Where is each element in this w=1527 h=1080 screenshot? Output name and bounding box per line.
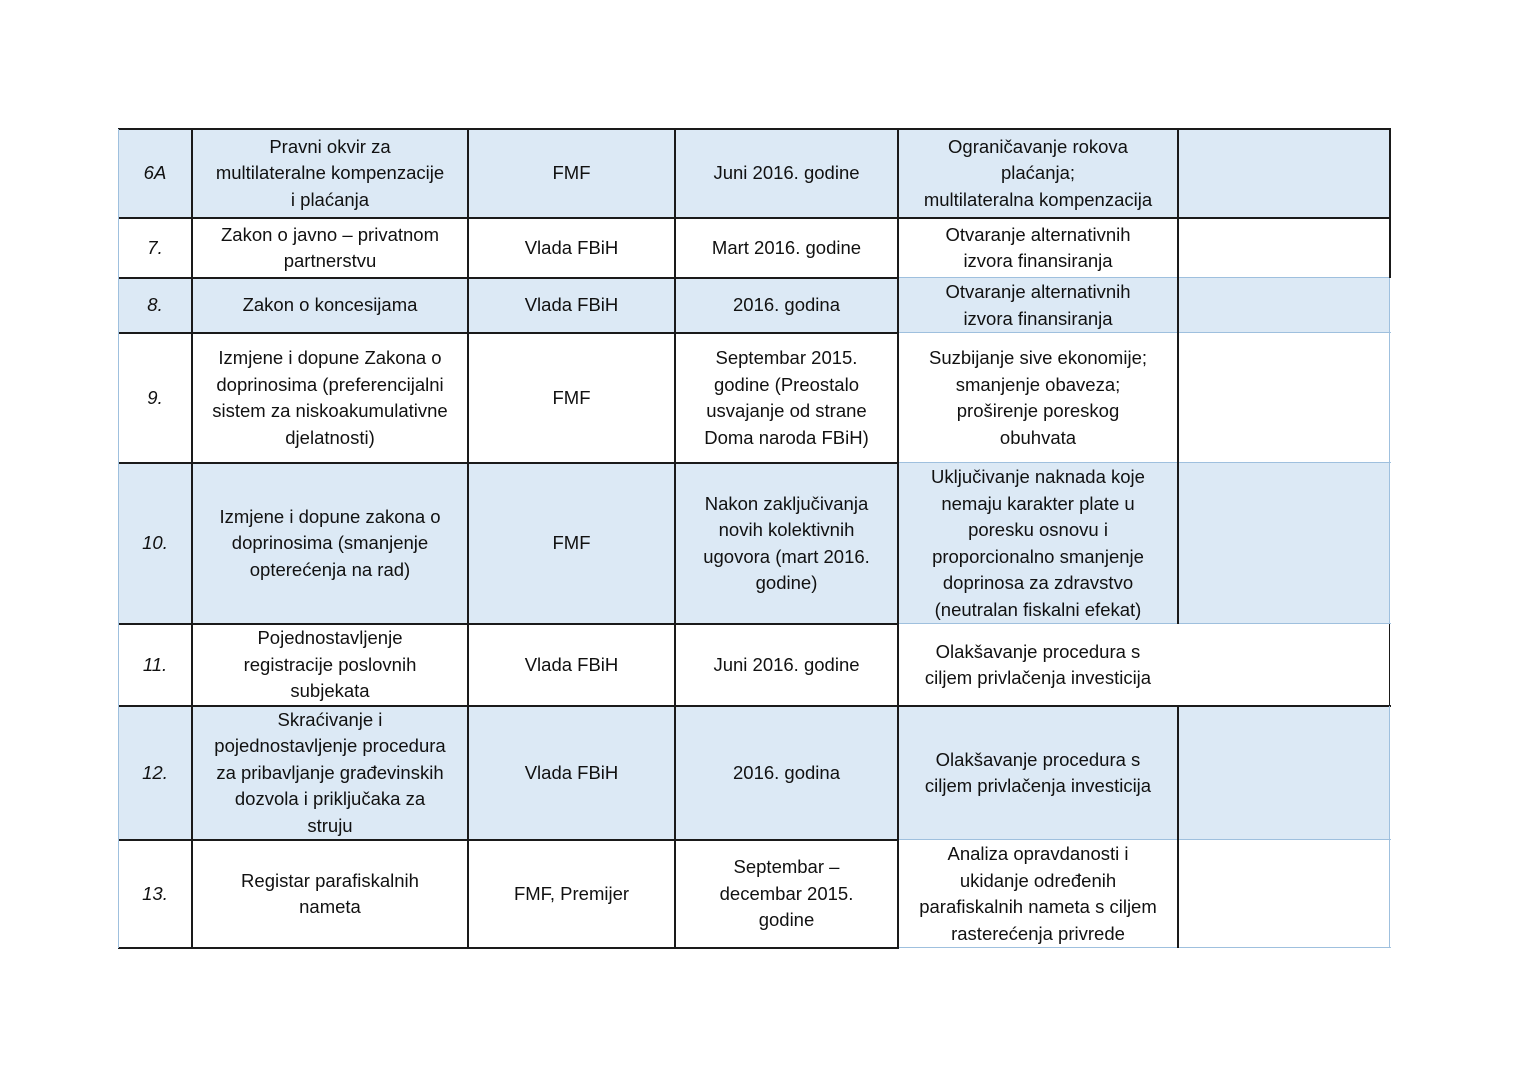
cell-measure (192, 129, 468, 218)
cell-responsible (468, 333, 675, 463)
cell-responsible (468, 278, 675, 333)
grid-line (898, 462, 1391, 463)
cell-note (1178, 624, 1390, 706)
cell-effect (898, 333, 1178, 463)
cell-line: Skraćivanje i (277, 708, 383, 730)
cell-line: multilateralne kompenzacije (215, 162, 445, 184)
cell-line: struju (307, 814, 353, 836)
cell-text: FMF (552, 532, 591, 554)
cell-line: doprinosima (smanjenje (231, 532, 429, 554)
grid-line (898, 623, 1391, 624)
cell-line: ciljem privlačenja investicija (924, 667, 1152, 688)
cell-note (1178, 278, 1390, 333)
cell-deadline (675, 463, 898, 624)
grid-line (898, 217, 1391, 219)
cell-line: Izmjene i dopune Zakona o (218, 347, 442, 368)
cell-line: doprinosima (preferencijalni (216, 373, 444, 395)
cell-line: smanjenje obaveza; (955, 373, 1121, 395)
grid-line (118, 839, 899, 841)
cell-line: Analiza opravdanosti i (947, 843, 1129, 864)
cell-deadline (675, 278, 898, 333)
grid-line (191, 129, 193, 949)
cell-line: za pribavljanje građevinskih (216, 761, 444, 783)
cell-measure (192, 333, 468, 463)
cell-line: proširenje poreskog (956, 400, 1120, 421)
grid-line (118, 217, 899, 219)
cell-measure (192, 706, 468, 840)
grid-line (1389, 624, 1390, 706)
cell-note (1178, 463, 1390, 624)
grid-line (898, 947, 1391, 948)
cell-line: poresku osnovu i (968, 519, 1108, 540)
cell-effect (898, 840, 1178, 948)
cell-text: FMF (552, 162, 591, 184)
cell-line: ugovora (mart 2016. (703, 545, 870, 567)
cell-effect (898, 463, 1178, 624)
cell-line: (neutralan fiskalni efekat) (934, 598, 1142, 620)
cell-text: 11. (142, 653, 168, 675)
cell-line: ukidanje određenih (959, 869, 1117, 891)
cell-line: 2016. godina (733, 761, 840, 783)
grid-line (118, 332, 899, 334)
grid-line (898, 277, 1391, 278)
grid-line (1389, 278, 1390, 948)
cell-effect (898, 218, 1178, 278)
cell-number (118, 278, 192, 333)
cell-line: multilateralna kompenzacija (923, 188, 1153, 210)
cell-line: godine) (755, 572, 818, 593)
grid-line (118, 623, 899, 625)
cell-number (118, 333, 192, 463)
cell-line: dozvola i priključaka za (234, 788, 426, 810)
cell-text: FMF, Premijer (513, 882, 630, 904)
cell-line: djelatnosti) (285, 426, 375, 448)
cell-measure (192, 278, 468, 333)
cell-line: Otvaranje alternativnih (945, 281, 1131, 302)
grid-line (118, 129, 119, 948)
grid-line (897, 129, 899, 949)
cell-text: FMF (552, 386, 591, 408)
cell-deadline (675, 706, 898, 840)
cell-line: subjekata (290, 680, 370, 702)
cell-measure (192, 463, 468, 624)
cell-text: 12. (142, 761, 168, 783)
cell-deadline (675, 333, 898, 463)
grid-line (674, 129, 676, 949)
grid-line (1389, 129, 1391, 278)
grid-line (898, 128, 1391, 130)
cell-line: decembar 2015. (719, 882, 854, 904)
grid-line (1177, 706, 1179, 948)
grid-line (467, 129, 469, 949)
cell-text: Vlada FBiH (524, 761, 619, 783)
cell-responsible (468, 463, 675, 624)
grid-line (898, 839, 1391, 840)
cell-line: usvajanje od strane (706, 400, 867, 421)
cell-line: Septembar – (733, 856, 840, 878)
cell-line: sistem za niskoakumulativne (212, 400, 448, 421)
cell-deadline (675, 129, 898, 218)
grid-line (118, 705, 899, 707)
cell-deadline (675, 218, 898, 278)
cell-effect (898, 624, 1178, 706)
cell-responsible (468, 706, 675, 840)
cell-line: rasterećenja privrede (951, 922, 1125, 944)
cell-responsible (468, 840, 675, 948)
cell-text: 6A (143, 162, 167, 184)
cell-note (1178, 218, 1390, 278)
cell-line: Suzbijanje sive ekonomije; (928, 347, 1147, 368)
cell-number (118, 463, 192, 624)
cell-line: parafiskalnih nameta s ciljem (919, 896, 1157, 917)
cell-text: Vlada FBiH (524, 294, 619, 316)
cell-line: Zakon o koncesijama (242, 294, 418, 316)
cell-text: 8. (147, 294, 163, 316)
cell-line: i plaćanja (290, 188, 370, 210)
grid-line (898, 705, 1391, 707)
cell-text: 9. (147, 386, 163, 408)
cell-line: registracije poslovnih (243, 653, 417, 675)
cell-line: Nakon zaključivanja (704, 492, 869, 514)
grid-line (118, 128, 899, 130)
cell-line: godine (758, 909, 815, 931)
cell-line: Septembar 2015. (715, 347, 858, 368)
grid-line (118, 947, 899, 949)
cell-line: Pojednostavljenje (257, 627, 403, 649)
cell-number (118, 624, 192, 706)
cell-deadline (675, 624, 898, 706)
cell-line: Juni 2016. godine (713, 653, 860, 675)
grid-line (118, 462, 899, 464)
cell-line: nemaju karakter plate u (941, 492, 1135, 514)
cell-line: izvora finansiranja (963, 250, 1113, 271)
cell-number (118, 840, 192, 948)
cell-line: partnerstvu (283, 250, 377, 271)
cell-measure (192, 624, 468, 706)
cell-measure (192, 218, 468, 278)
cell-line: novih kolektivnih (718, 519, 855, 540)
cell-number (118, 706, 192, 840)
cell-responsible (468, 624, 675, 706)
grid-line (1177, 129, 1179, 624)
cell-text: 13. (142, 882, 168, 904)
cell-text: 7. (147, 236, 163, 258)
cell-line: ciljem privlačenja investicija (924, 775, 1152, 796)
cell-deadline (675, 840, 898, 948)
cell-line: Registar parafiskalnih (241, 869, 419, 891)
cell-number (118, 218, 192, 278)
cell-measure (192, 840, 468, 948)
cell-line: Mart 2016. godine (711, 236, 862, 258)
cell-line: Ograničavanje rokova (948, 135, 1128, 157)
cell-text: 10. (142, 532, 168, 554)
cell-line: opterećenja na rad) (249, 558, 411, 580)
cell-line: obuhvata (999, 426, 1077, 448)
cell-number (118, 129, 192, 218)
cell-note (1178, 129, 1390, 218)
cell-effect (898, 706, 1178, 840)
cell-note (1178, 333, 1390, 463)
cell-effect (898, 278, 1178, 333)
cell-line: Zakon o javno – privatnom (220, 223, 439, 245)
cell-line: Izmjene i dopune zakona o (219, 505, 441, 527)
cell-line: proporcionalno smanjenje (932, 545, 1144, 567)
cell-line: Juni 2016. godine (713, 162, 860, 184)
cell-line: Otvaranje alternativnih (945, 223, 1131, 245)
cell-line: Pravni okvir za (269, 135, 391, 157)
grid-line (898, 332, 1391, 333)
cell-effect (898, 129, 1178, 218)
cell-responsible (468, 218, 675, 278)
cell-text: Vlada FBiH (524, 653, 619, 675)
cell-line: Uključivanje naknada koje (931, 466, 1145, 487)
cell-line: izvora finansiranja (963, 307, 1113, 329)
cell-note (1178, 706, 1390, 840)
cell-line: plaćanja; (1000, 162, 1076, 184)
grid-line (118, 277, 899, 279)
cell-line: godine (Preostalo (713, 373, 859, 395)
cell-line: Olakšavanje procedura s (935, 748, 1141, 770)
cell-line: nameta (299, 896, 361, 917)
cell-line: doprinosa za zdravstvo (942, 572, 1134, 593)
cell-note (1178, 840, 1390, 948)
cell-responsible (468, 129, 675, 218)
cell-line: Olakšavanje procedura s (935, 640, 1141, 662)
cell-line: 2016. godina (733, 294, 840, 316)
cell-text: Vlada FBiH (524, 236, 619, 258)
cell-line: pojednostavljenje procedura (214, 735, 446, 757)
cell-line: Doma naroda FBiH) (704, 426, 869, 448)
